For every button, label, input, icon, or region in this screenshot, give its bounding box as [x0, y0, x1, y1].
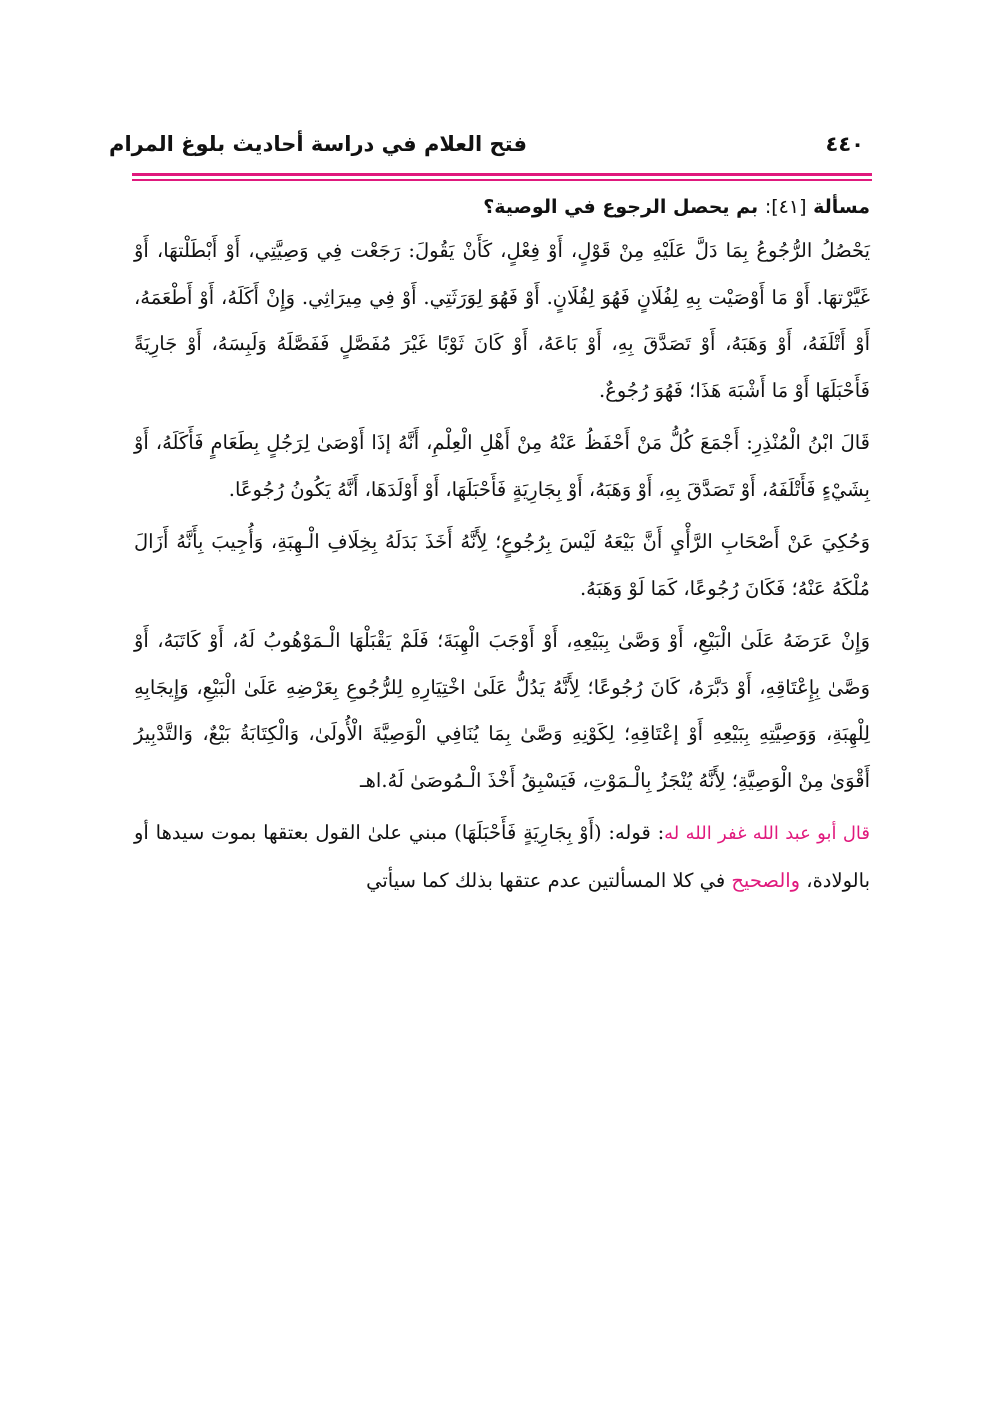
- author-attribution: قال أبو عبد الله غفر الله له: [664, 823, 870, 844]
- paragraph-5: [134, 810, 870, 904]
- book-title: فتح العلام في دراسة أحاديث بلوغ المرام: [109, 132, 527, 156]
- issue-question: بم يحصل الرجوع في الوصية؟: [483, 196, 759, 218]
- issue-label: مسألة: [813, 196, 870, 218]
- header-rule-thin: [132, 179, 872, 181]
- highlight-correct: والصحيح: [731, 868, 801, 892]
- header-rule-thick: [132, 173, 872, 176]
- running-header: [109, 128, 872, 168]
- paragraph-4: وَإِنْ عَرَضَهُ عَلَىٰ الْبَيْعِ، أَوْ وَصَّىٰ بِبَيْعِهِ، أَوْ أَوْجَبَ الْهِبَةَ؛ فَلَمْ يَقْبَلْهَا الْـمَوْهُوبُ لَهُ، أَوْ كَاتَبَهُ، أَوْ وَصَّىٰ بِإِعْتَاقِهِ، أَوْ دَبَّرَهُ، كَانَ رُجُوعًا؛ لِأَنَّهُ يَدُلُّ عَلَىٰ اخْتِيَارِهِ لِلرُّجُوعِ بِعَرْضِهِ عَلَىٰ الْبَيْعِ، وَإِيجَابِهِ لِلْهِبَةِ، وَوَصِيَّتِهِ بِبَيْعِهِ أَوْ إعْتَاقِهِ؛ لِكَوْنِهِ وَصَّىٰ بِمَا يُنَافِي الْوَصِيَّةَ الْأُولَىٰ، وَالْكِتَابَةُ بَيْعٌ، وَالتَّدْبِيرُ أَقْوَىٰ مِنْ الْوَصِيَّةِ؛ لِأَنَّهُ يُنْجَزُ بِالْـمَوْتِ، فَيَسْبِقُ أَخْذَ الْـمُوصَىٰ لَهُ.اهـ: [134, 629, 870, 792]
- paragraph-2: قَالَ ابْنُ الْمُنْذِرِ: أَجْمَعَ كُلُّ مَنْ أَحْفَظُ عَنْهُ مِنْ أَهْلِ الْعِلْمِ، أَنَّهُ إذَا أَوْصَىٰ لِرَجُلٍ بِطَعَامٍ فَأَكَلَهُ، أَوْ بِشَيْءٍ فَأَتْلَفَهُ، أَوْ تَصَدَّقَ بِهِ، أَوْ وَهَبَهُ، أَوْ بِجَارِيَةٍ فَأَحْبَلَهَا، أَوْ أَوْلَدَهَا، أَنَّهُ يَكُونُ رُجُوعًا.: [134, 431, 870, 501]
- paragraph-1: يَحْصُلُ الرُّجُوعُ بِمَا دَلَّ عَلَيْهِ مِنْ قَوْلٍ، أَوْ فِعْلٍ، كَأَنْ يَقُولَ: رَجَعْت فِي وَصِيَّتِي، أَوْ أَبْطَلْتهَا، أَوْ غَيَّرْتهَا. أَوْ مَا أَوْصَيْت بِهِ لِفُلَانٍ فَهُوَ لِفُلَانٍ. أَوْ فَهُوَ لِوَرَثَتِي. أَوْ فِي مِيرَاثِي. وَإِنْ أَكَلَهُ، أَوْ أَطْعَمَهُ، أَوْ أَتْلَفَهُ، أَوْ وَهَبَهُ، أَوْ تَصَدَّقَ بِهِ، أَوْ بَاعَهُ، أَوْ كَانَ ثَوْبًا غَيْرَ مُفَصَّلٍ فَفَصَّلَهُ وَلَبِسَهُ، أَوْ جَارِيَةً فَأَحْبَلَهَا أَوْ مَا أَشْبَهَ هَذَا؛ فَهُوَ رُجُوعٌ.: [134, 239, 870, 402]
- page-number: ٤٤٠: [825, 132, 864, 156]
- issue-number: [٤١]:: [764, 196, 807, 218]
- paragraph-5-text-b: في كلا المسألتين عدم عتقها بذلك كما سيأتي: [366, 868, 732, 892]
- issue-heading: [134, 192, 870, 222]
- paragraph-5-text-a: : قوله: (أَوْ بِجَارِيَةٍ فَأَحْبَلَهَا) مبني علىٰ القول بعتقها بموت سيدها أو بالولادة،: [134, 821, 870, 892]
- page-body: [134, 192, 870, 904]
- paragraph-3: وَحُكِيَ عَنْ أَصْحَابِ الرَّأْيِ أَنَّ بَيْعَهُ لَيْسَ بِرُجُوعٍ؛ لِأَنَّهُ أَخَذَ بَدَلَهُ بِخِلَافِ الْـهِبَةِ، وَأُجِيبَ بِأَنَّهُ أَزَالَ مُلْكَهُ عَنْهُ؛ فَكَانَ رُجُوعًا، كَمَا لَوْ وَهَبَهُ.: [134, 530, 870, 600]
